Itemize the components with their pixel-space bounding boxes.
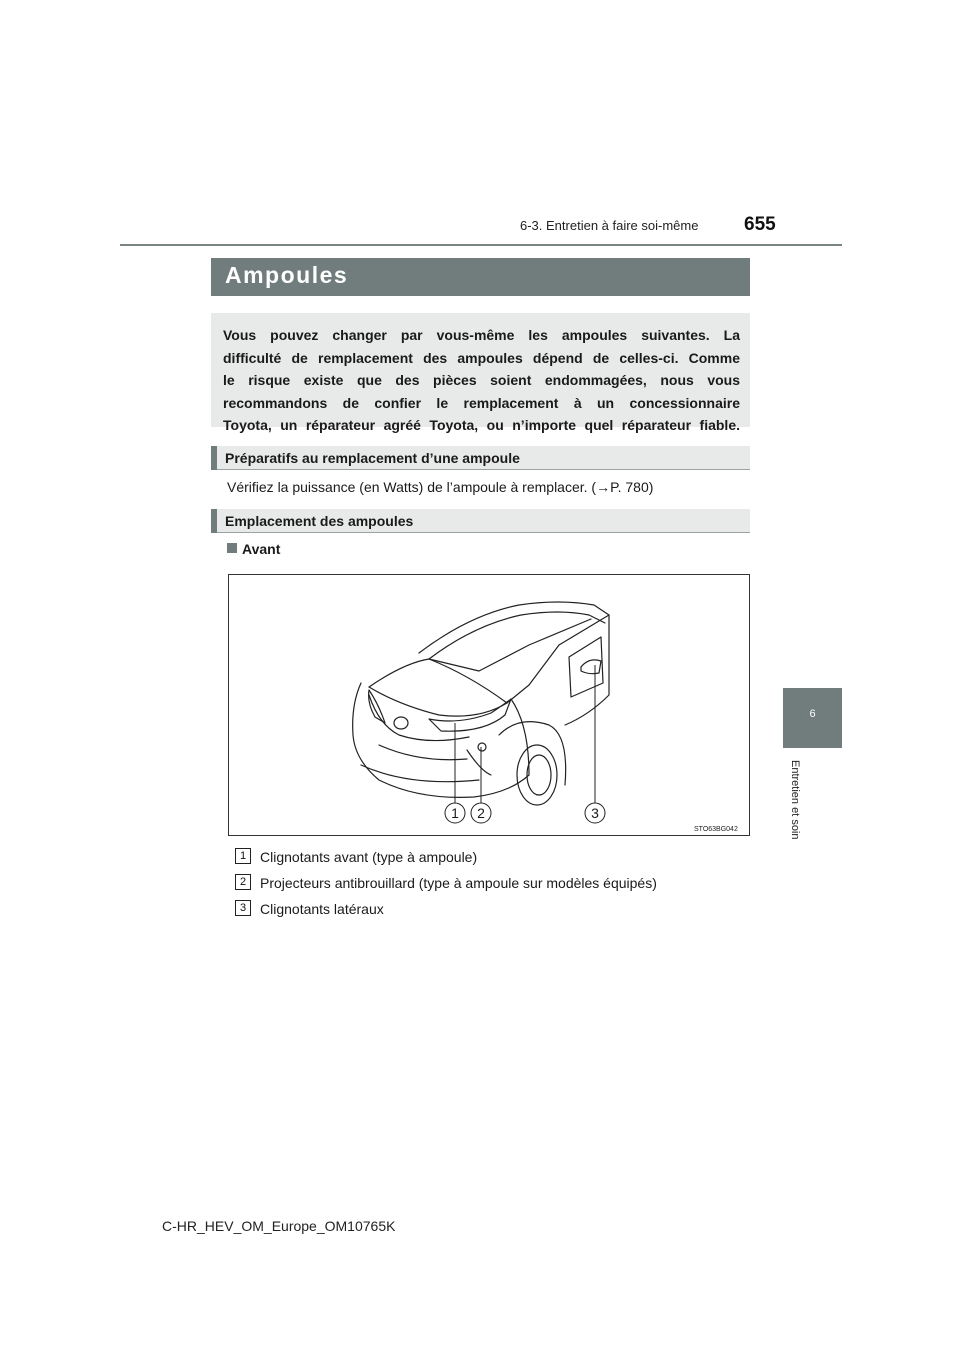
header-section-title: 6-3. Entretien à faire soi-même: [520, 218, 699, 233]
square-bullet-icon: [227, 543, 237, 553]
intro-box: [211, 313, 750, 433]
page-title-bar: [211, 258, 750, 296]
intro-line: Vous pouvez changer par vous-même les ampoules suivantes. La: [223, 327, 740, 343]
footer-doc-id: C-HR_HEV_OM_Europe_OM10765K: [162, 1218, 396, 1234]
page-title: Ampoules: [225, 262, 349, 288]
car-front-illustration: [228, 574, 750, 836]
car-drawing: [229, 575, 749, 835]
figure-code: STO63BG042: [694, 826, 738, 833]
preparation-text: Vérifiez la puissance (en Watts) de l’ampoule à remplacer. (→P. 780): [227, 479, 654, 495]
legend-number-2: 2: [235, 874, 251, 890]
chapter-title-vertical: Entretien et soin: [789, 760, 801, 840]
section-heading-label: Préparatifs au remplacement d’une ampoule: [225, 450, 520, 466]
legend-text-1: Clignotants avant (type à ampoule): [260, 849, 478, 865]
legend-text-2: Projecteurs antibrouillard (type à ampoule sur modèles équipés): [260, 875, 657, 891]
section-accent: [211, 509, 217, 533]
legend-number-3: 3: [235, 900, 251, 916]
intro-line: le risque existe que des pièces soient endommagées, nous vous: [223, 372, 740, 388]
section-accent: [211, 446, 217, 470]
header-divider: [120, 244, 842, 246]
section-heading-location: [211, 509, 750, 533]
callout-3: 3: [591, 805, 599, 821]
legend-number-1: 1: [235, 848, 251, 864]
section-heading-label: Emplacement des ampoules: [225, 513, 414, 529]
page-number: 655: [744, 214, 776, 235]
intro-line: difficulté de remplacement des ampoules dépend de celles-ci. Comme: [223, 349, 740, 366]
chapter-number: 6: [809, 708, 816, 720]
chapter-tab[interactable]: [783, 688, 842, 748]
callout-1: 1: [451, 805, 459, 821]
subheading-avant: Avant: [242, 541, 281, 557]
intro-line: Toyota, un réparateur agréé Toyota, ou n’importe quel réparateur fiable.: [223, 417, 740, 433]
section-heading-preparation: [211, 446, 750, 470]
callout-2: 2: [477, 805, 485, 821]
legend-text-3: Clignotants latéraux: [260, 901, 384, 917]
intro-line: recommandons de confier le remplacement à un concessionnaire: [223, 394, 740, 411]
